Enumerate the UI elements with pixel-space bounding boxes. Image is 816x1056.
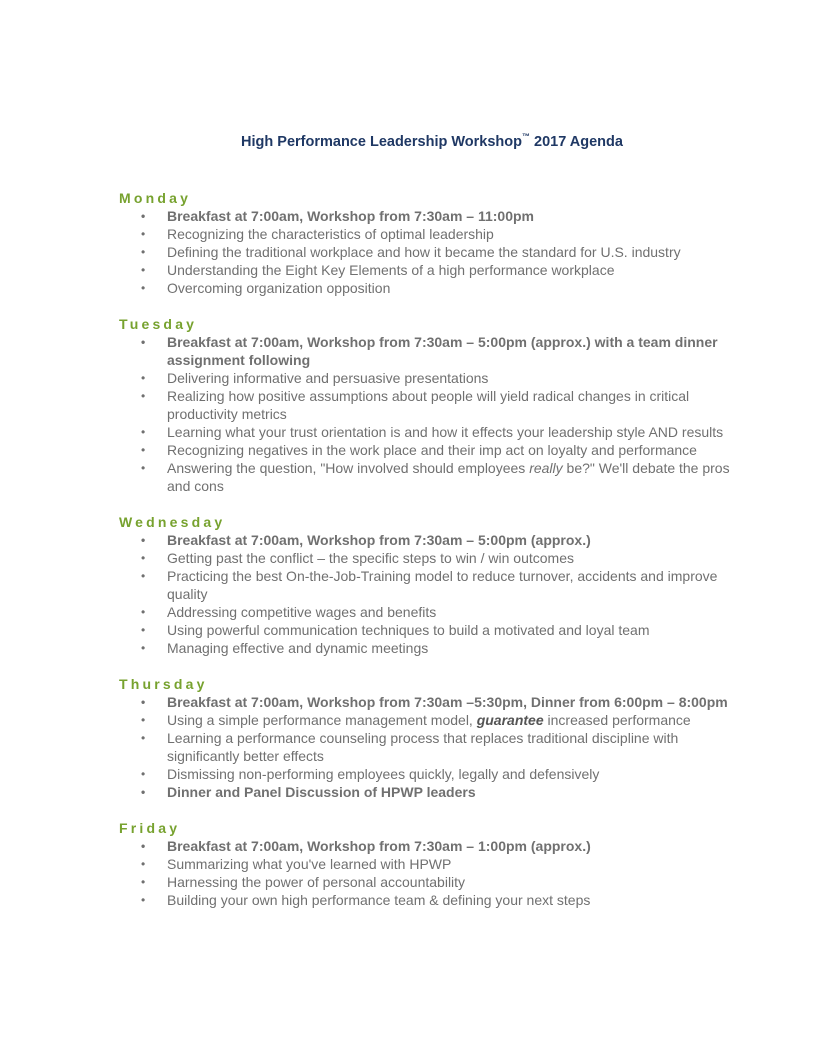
item-text: Learning what your trust orientation is and how it effects your leadership style AND results	[167, 424, 724, 440]
bullet-icon: •	[141, 767, 146, 781]
agenda-item	[119, 873, 745, 891]
agenda-item	[119, 639, 745, 657]
item-emphasis: guarantee	[476, 712, 544, 728]
item-text: Learning a performance counseling process that replaces traditional discipline with significantly better effects	[167, 730, 679, 764]
item-text: Building your own high performance team & defining your next steps	[167, 892, 591, 908]
day-heading-thursday: Thursday	[119, 676, 208, 692]
bullet-icon: •	[141, 713, 146, 727]
title-text: High Performance Leadership Workshop	[241, 134, 522, 150]
item-text: Breakfast at 7:00am, Workshop from 7:30am – 1:00pm (approx.)	[167, 838, 591, 854]
bullet-icon: •	[141, 209, 146, 223]
bullet-icon: •	[141, 245, 146, 259]
bullet-icon: •	[141, 551, 146, 565]
agenda-item	[119, 729, 745, 765]
item-text: Defining the traditional workplace and how it became the standard for U.S. industry	[167, 244, 681, 260]
bullet-icon: •	[141, 605, 146, 619]
bullet-icon: •	[141, 263, 146, 277]
bullet-icon: •	[141, 533, 146, 547]
bullet-icon: •	[141, 893, 146, 907]
day-heading-wednesday: Wednesday	[119, 514, 226, 530]
item-text: Managing effective and dynamic meetings	[167, 640, 429, 656]
agenda-item	[119, 711, 745, 729]
bullet-icon: •	[141, 461, 146, 475]
agenda-item	[119, 567, 745, 603]
item-text: Breakfast at 7:00am, Workshop from 7:30am – 5:00pm (approx.) with a team dinner assignment following	[167, 334, 718, 368]
agenda-item	[119, 531, 745, 549]
agenda-item	[119, 441, 745, 459]
item-text: Breakfast at 7:00am, Workshop from 7:30am – 11:00pm	[167, 208, 535, 224]
agenda-item	[119, 459, 745, 495]
item-text: Breakfast at 7:00am, Workshop from 7:30am –5:30pm, Dinner from 6:00pm – 8:00pm	[167, 694, 728, 710]
bullet-icon: •	[141, 335, 146, 349]
bullet-icon: •	[141, 443, 146, 457]
agenda-item	[119, 423, 745, 441]
agenda-item	[119, 765, 745, 783]
bullet-icon: •	[141, 227, 146, 241]
bullet-icon: •	[141, 875, 146, 889]
agenda-item	[119, 549, 745, 567]
day-items-tuesday	[119, 333, 759, 495]
day-heading-friday: Friday	[119, 820, 181, 836]
item-text: Overcoming organization opposition	[167, 280, 391, 296]
day-items-thursday	[119, 693, 759, 801]
bullet-icon: •	[141, 623, 146, 637]
item-text: Recognizing negatives in the work place and their imp act on loyalty and performance	[167, 442, 697, 458]
day-heading-monday: Monday	[119, 190, 192, 206]
trademark-symbol: ™	[521, 132, 530, 142]
agenda-item	[119, 333, 745, 369]
item-text-after: increased performance	[543, 712, 691, 728]
item-text: Getting past the conflict – the specific steps to win / win outcomes	[167, 550, 574, 566]
bullet-icon: •	[141, 731, 146, 745]
bullet-icon: •	[141, 425, 146, 439]
item-text: Delivering informative and persuasive presentations	[167, 370, 489, 386]
item-text-before: Answering the question, "How involved should employees	[167, 460, 530, 476]
item-text: Breakfast at 7:00am, Workshop from 7:30am – 5:00pm (approx.)	[167, 532, 591, 548]
agenda-body	[119, 189, 759, 927]
bullet-icon: •	[141, 281, 146, 295]
agenda-item	[119, 279, 745, 297]
day-items-friday	[119, 837, 759, 909]
item-text-before: Using a simple performance management model,	[167, 712, 477, 728]
page-title	[0, 133, 816, 151]
bullet-icon: •	[141, 371, 146, 385]
day-items-monday	[119, 207, 759, 297]
agenda-item	[119, 243, 745, 261]
agenda-item	[119, 225, 745, 243]
title-suffix: 2017 Agenda	[529, 134, 623, 150]
agenda-item	[119, 621, 745, 639]
agenda-item	[119, 603, 745, 621]
day-heading-tuesday: Tuesday	[119, 316, 198, 332]
bullet-icon: •	[141, 641, 146, 655]
agenda-item	[119, 837, 745, 855]
item-text-after: be?" We'll debate the pros and cons	[167, 460, 730, 494]
agenda-item	[119, 387, 745, 423]
item-text: Summarizing what you've learned with HPWP	[167, 856, 452, 872]
agenda-item	[119, 891, 745, 909]
item-text: Using powerful communication techniques to build a motivated and loyal team	[167, 622, 650, 638]
item-text: Recognizing the characteristics of optimal leadership	[167, 226, 494, 242]
bullet-icon: •	[141, 569, 146, 583]
item-text: Addressing competitive wages and benefits	[167, 604, 437, 620]
item-text: Dinner and Panel Discussion of HPWP leaders	[167, 784, 476, 800]
agenda-item	[119, 369, 745, 387]
item-text: Understanding the Eight Key Elements of a high performance workplace	[167, 262, 615, 278]
agenda-item	[119, 207, 745, 225]
bullet-icon: •	[141, 839, 146, 853]
item-text: Practicing the best On-the-Job-Training model to reduce turnover, accidents and improve quality	[167, 568, 718, 602]
bullet-icon: •	[141, 785, 146, 799]
agenda-item	[119, 855, 745, 873]
bullet-icon: •	[141, 389, 146, 403]
item-text: Dismissing non-performing employees quickly, legally and defensively	[167, 766, 600, 782]
item-emphasis: really	[529, 460, 563, 476]
item-text: Harnessing the power of personal accountability	[167, 874, 466, 890]
item-text: Realizing how positive assumptions about people will yield radical changes in critical productivity metrics	[167, 388, 690, 422]
agenda-item	[119, 693, 745, 711]
day-items-wednesday	[119, 531, 759, 657]
bullet-icon: •	[141, 695, 146, 709]
bullet-icon: •	[141, 857, 146, 871]
agenda-item	[119, 261, 745, 279]
agenda-item	[119, 783, 745, 801]
